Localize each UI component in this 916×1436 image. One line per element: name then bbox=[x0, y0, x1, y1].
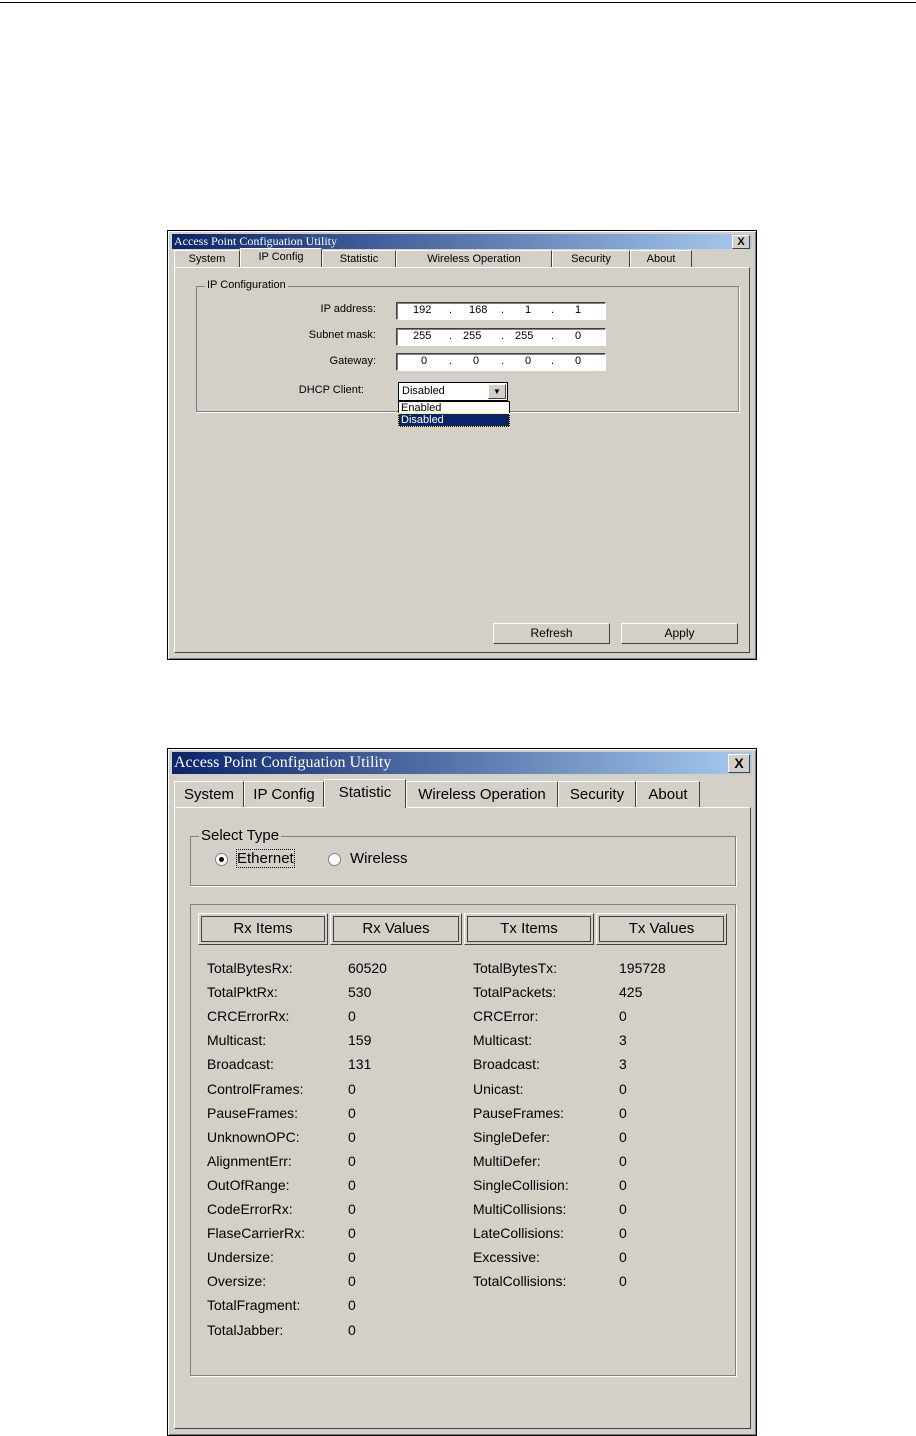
tx-stat-label: LateCollisions: bbox=[473, 1225, 565, 1241]
tab-panel bbox=[174, 267, 750, 653]
tx-stat-label: Broadcast: bbox=[473, 1056, 540, 1072]
rx-stat-value: 0 bbox=[348, 1008, 356, 1024]
tab-about[interactable]: About bbox=[630, 250, 692, 267]
rx-stat-value: 0 bbox=[348, 1297, 356, 1313]
tx-stat-label: CRCError: bbox=[473, 1008, 539, 1024]
tx-stat-label: MultiDefer: bbox=[473, 1153, 541, 1169]
window-title: Access Point Configuation Utility bbox=[174, 234, 337, 248]
subnet-mask-label: Subnet mask: bbox=[308, 329, 376, 341]
tx-items-header[interactable]: Tx Items bbox=[464, 913, 594, 945]
tx-stat-label: MultiCollisions: bbox=[473, 1201, 567, 1217]
tab-statistic[interactable]: Statistic bbox=[322, 250, 396, 267]
tab-about[interactable]: About bbox=[636, 781, 700, 807]
rx-stat-value: 0 bbox=[348, 1322, 356, 1338]
ip-address-input[interactable]: 192 . 168 . 1 . 1 bbox=[396, 302, 606, 320]
tab-system[interactable]: System bbox=[174, 781, 244, 807]
rx-stat-label: Broadcast: bbox=[207, 1056, 274, 1072]
tx-stat-label: SingleDefer: bbox=[473, 1129, 551, 1145]
rx-stat-label: TotalBytesRx: bbox=[207, 960, 293, 976]
gateway-input[interactable]: 0 . 0 . 0 . 0 bbox=[396, 353, 606, 371]
close-icon[interactable]: X bbox=[728, 754, 750, 773]
rx-values-header[interactable]: Rx Values bbox=[330, 913, 462, 945]
chevron-down-icon[interactable]: ▼ bbox=[488, 384, 506, 399]
tx-stat-value: 3 bbox=[619, 1056, 627, 1072]
tx-stat-value: 3 bbox=[619, 1032, 627, 1048]
rx-stat-label: PauseFrames: bbox=[207, 1105, 299, 1121]
dhcp-selected-value: Disabled bbox=[402, 385, 445, 397]
rx-stat-value: 60520 bbox=[348, 960, 387, 976]
rx-stat-label: AlignmentErr: bbox=[207, 1153, 292, 1169]
wireless-radio[interactable] bbox=[328, 853, 341, 866]
tx-stat-value: 0 bbox=[619, 1105, 627, 1121]
rx-stat-label: Multicast: bbox=[207, 1032, 267, 1048]
tx-stat-value: 0 bbox=[619, 1153, 627, 1169]
rx-stat-label: ControlFrames: bbox=[207, 1081, 304, 1097]
rx-stat-value: 131 bbox=[348, 1056, 372, 1072]
subnet-mask-input[interactable]: 255 . 255 . 255 . 0 bbox=[396, 328, 606, 346]
dhcp-client-label: DHCP Client: bbox=[298, 384, 364, 396]
rx-stat-label: FlaseCarrierRx: bbox=[207, 1225, 306, 1241]
title-bar bbox=[172, 752, 752, 774]
tx-values-header[interactable]: Tx Values bbox=[596, 913, 727, 945]
tx-stat-value: 425 bbox=[619, 984, 643, 1000]
ip-configuration-group bbox=[196, 279, 739, 426]
rx-stat-label: TotalPktRx: bbox=[207, 984, 278, 1000]
tx-stat-label: Excessive: bbox=[473, 1249, 540, 1265]
window-title: Access Point Configuation Utility bbox=[174, 754, 392, 771]
tx-stat-label: SingleCollision: bbox=[473, 1177, 569, 1193]
tab-system[interactable]: System bbox=[174, 250, 240, 267]
dhcp-dropdown-list bbox=[398, 401, 510, 427]
apply-button[interactable]: Apply bbox=[621, 623, 738, 644]
select-type-group bbox=[190, 827, 736, 886]
rx-stat-value: 0 bbox=[348, 1249, 356, 1265]
group-title: IP Configuration bbox=[207, 279, 286, 291]
tx-stat-value: 0 bbox=[619, 1008, 627, 1024]
rx-stat-value: 159 bbox=[348, 1032, 372, 1048]
rx-stat-value: 0 bbox=[348, 1105, 356, 1121]
tx-stat-value: 0 bbox=[619, 1273, 627, 1289]
tab-ip-config[interactable]: IP Config bbox=[240, 248, 322, 267]
tx-stat-label: TotalPackets: bbox=[473, 984, 557, 1000]
tab-strip bbox=[174, 781, 700, 810]
tx-stat-value: 0 bbox=[619, 1249, 627, 1265]
tab-security[interactable]: Security bbox=[552, 250, 630, 267]
rx-items-header[interactable]: Rx Items bbox=[198, 913, 328, 945]
tx-stat-label: TotalBytesTx: bbox=[473, 960, 558, 976]
wireless-label[interactable]: Wireless bbox=[350, 850, 408, 867]
tx-stat-value: 0 bbox=[619, 1081, 627, 1097]
rx-stat-value: 0 bbox=[348, 1129, 356, 1145]
rx-stat-value: 0 bbox=[348, 1225, 356, 1241]
refresh-button[interactable]: Refresh bbox=[493, 623, 610, 644]
rx-stat-label: CodeErrorRx: bbox=[207, 1201, 293, 1217]
ip-address-label: IP address: bbox=[320, 303, 376, 315]
tab-security[interactable]: Security bbox=[558, 781, 636, 807]
radio-selected-dot bbox=[219, 857, 224, 862]
tx-stat-value: 195728 bbox=[619, 960, 666, 976]
rx-stat-value: 0 bbox=[348, 1201, 356, 1217]
dhcp-option-enabled[interactable]: Enabled bbox=[401, 402, 442, 414]
rx-stat-label: UnknownOPC: bbox=[207, 1129, 300, 1145]
tab-statistic[interactable]: Statistic bbox=[324, 779, 406, 808]
statistics-frame bbox=[190, 904, 736, 1376]
tx-stat-label: PauseFrames: bbox=[473, 1105, 565, 1121]
dhcp-client-select[interactable] bbox=[398, 382, 508, 401]
gateway-label: Gateway: bbox=[329, 355, 376, 367]
rx-stat-label: Oversize: bbox=[207, 1273, 267, 1289]
rx-stat-value: 0 bbox=[348, 1153, 356, 1169]
tx-stat-label: TotalCollisions: bbox=[473, 1273, 567, 1289]
tx-stat-label: Unicast: bbox=[473, 1081, 524, 1097]
statistic-window bbox=[167, 748, 757, 1436]
tab-panel bbox=[174, 807, 751, 1429]
close-icon[interactable]: X bbox=[732, 235, 750, 249]
title-bar bbox=[172, 234, 752, 249]
ethernet-radio[interactable] bbox=[215, 853, 228, 866]
rx-stat-label: OutOfRange: bbox=[207, 1177, 290, 1193]
tab-wireless-operation[interactable]: Wireless Operation bbox=[406, 781, 558, 807]
rx-stat-value: 0 bbox=[348, 1177, 356, 1193]
rx-stat-label: TotalJabber: bbox=[207, 1322, 284, 1338]
page-top-rule bbox=[0, 2, 916, 3]
tx-stat-value: 0 bbox=[619, 1225, 627, 1241]
ethernet-label[interactable]: Ethernet bbox=[237, 850, 294, 867]
rx-stat-value: 530 bbox=[348, 984, 372, 1000]
tx-stat-value: 0 bbox=[619, 1129, 627, 1145]
rx-stat-value: 0 bbox=[348, 1273, 356, 1289]
dhcp-option-disabled[interactable]: Disabled bbox=[399, 414, 509, 426]
tx-stat-value: 0 bbox=[619, 1201, 627, 1217]
tab-wireless-operation[interactable]: Wireless Operation bbox=[396, 250, 552, 267]
ip-config-window bbox=[167, 230, 757, 660]
rx-stat-label: CRCErrorRx: bbox=[207, 1008, 290, 1024]
tx-stat-value: 0 bbox=[619, 1177, 627, 1193]
tx-stat-label: Multicast: bbox=[473, 1032, 533, 1048]
select-type-label: Select Type bbox=[201, 827, 280, 844]
rx-stat-label: Undersize: bbox=[207, 1249, 274, 1265]
rx-stat-label: TotalFragment: bbox=[207, 1297, 301, 1313]
rx-stat-value: 0 bbox=[348, 1081, 356, 1097]
tab-ip-config[interactable]: IP Config bbox=[244, 781, 324, 807]
